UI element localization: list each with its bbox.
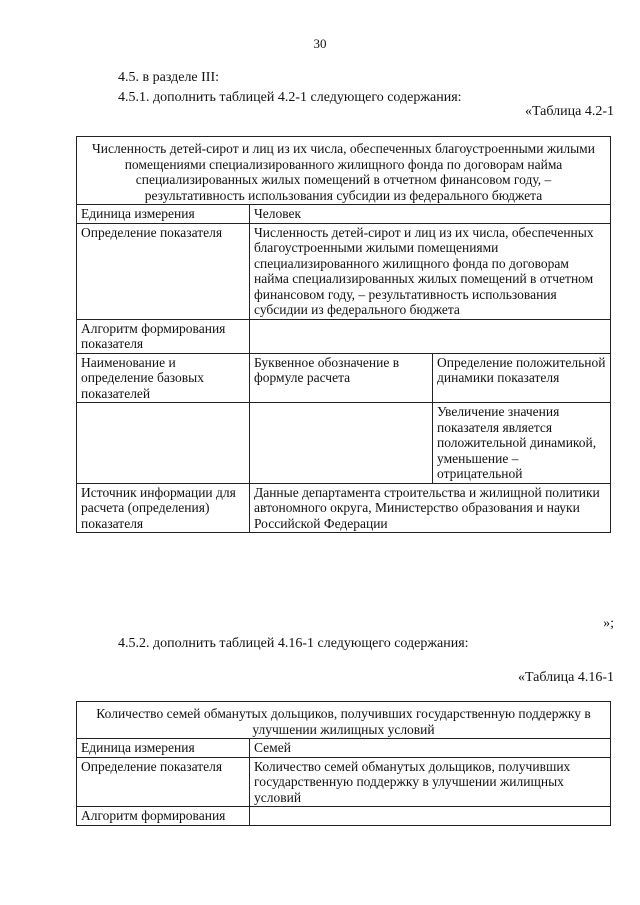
table2-caption: «Таблица 4.16-1 — [517, 670, 614, 685]
table1-definition-label: Определение показателя — [77, 223, 250, 319]
table-4-16-1 — [76, 701, 611, 826]
item-4-5-2: 4.5.2. дополнить таблицей 4.16-1 следующего содержания: — [118, 636, 469, 651]
table2-algorithm-label: Алгоритм формирования — [77, 807, 250, 826]
table2-algorithm-value — [250, 807, 611, 826]
section-heading: 4.5. в разделе III: — [118, 70, 220, 85]
table1-base-label: Наименование и определение базовых показателей — [77, 353, 250, 403]
table1-letter-value — [250, 403, 433, 484]
table1-dynamics-label: Определение положительной динамики показателя — [433, 353, 611, 403]
table1-algorithm-value — [250, 319, 611, 353]
item-4-5-1: 4.5.1. дополнить таблицей 4.2-1 следующего содержания: — [118, 90, 462, 105]
table1-dynamics-value: Увеличение значения показателя является положительной динамикой, уменьшение – отрицательной — [433, 403, 611, 484]
closing-quote: »; — [603, 616, 614, 631]
table-4-2-1 — [76, 136, 611, 533]
table1-source-value: Данные департамента строительства и жилищной политики автономного округа, Министерство образования и науки Российской Федерации — [250, 483, 611, 533]
table1-unit-label: Единица измерения — [77, 205, 250, 224]
table2-definition-label: Определение показателя — [77, 757, 250, 807]
table1-title: Численность детей-сирот и лиц из их числа, обеспеченных благоустроенными жилыми помещениями специализированного жилищного фонда по договорам найма специализированных жилых помещений в отчетном финансовом году, – результативность использования субсидии из федерального бюджета — [77, 137, 611, 205]
table1-caption: «Таблица 4.2-1 — [524, 104, 614, 119]
page-number: 30 — [313, 36, 327, 51]
table2-unit-value: Семей — [250, 739, 611, 758]
table2-definition-value: Количество семей обманутых дольщиков, получивших государственную поддержку в улучшении жилищных условий — [250, 757, 611, 807]
table2-title: Количество семей обманутых дольщиков, получивших государственную поддержку в улучшении жилищных условий — [77, 702, 611, 739]
table1-letter-label: Буквенное обозначение в формуле расчета — [250, 353, 433, 403]
table1-algorithm-label: Алгоритм формирования показателя — [77, 319, 250, 353]
table2-unit-label: Единица измерения — [77, 739, 250, 758]
table1-definition-value: Численность детей-сирот и лиц из их числа, обеспеченных благоустроенными жилыми помещениями специализированного жилищного фонда по договорам найма специализированных жилых помещений в отчетном финансовом году, – результативность использования субсидии из федерального бюджета — [250, 223, 611, 319]
table1-unit-value: Человек — [250, 205, 611, 224]
table1-source-label: Источник информации для расчета (определения) показателя — [77, 483, 250, 533]
table1-base-value — [77, 403, 250, 484]
